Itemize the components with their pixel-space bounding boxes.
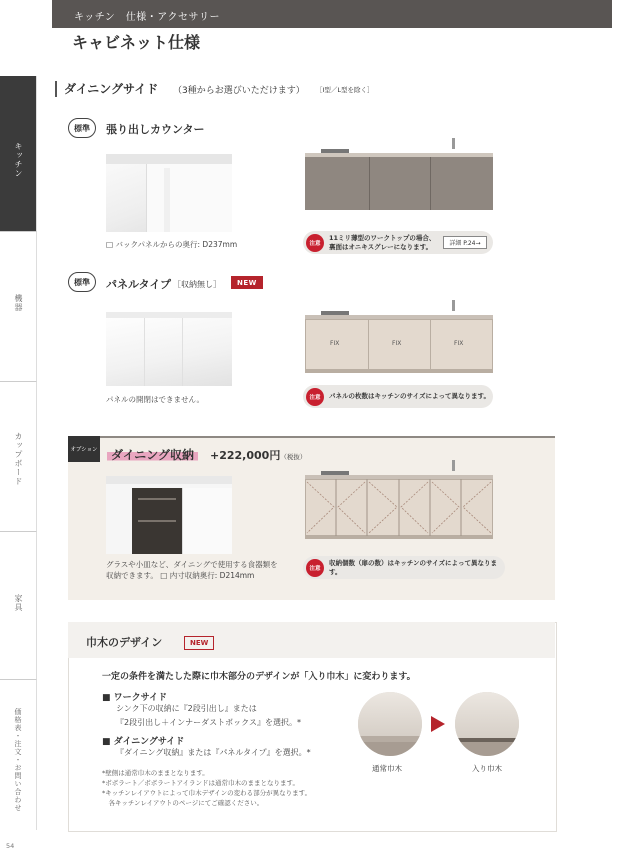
page-title: キャビネット仕様	[72, 33, 201, 52]
side-tab-label: キッチン	[14, 142, 23, 178]
plinth	[305, 536, 493, 539]
option-price: +222,000円（税抜）	[210, 449, 307, 462]
panel-body	[305, 319, 493, 370]
item-title-suffix: ［収納無し］	[173, 280, 221, 289]
storage-doors	[305, 479, 493, 537]
notice-icon: 注意	[306, 388, 324, 406]
side-tab-kitchen[interactable]	[0, 76, 37, 231]
item-title: 張り出しカウンター	[106, 123, 205, 136]
side-tab-appliances[interactable]	[0, 231, 37, 382]
plinth	[305, 370, 493, 373]
panel-photo	[106, 312, 232, 386]
new-badge: NEW	[184, 636, 214, 650]
breadcrumb-bar	[52, 0, 640, 28]
detail-link[interactable]: 詳細 P.24→	[443, 236, 486, 249]
fix-label: FIX	[330, 340, 340, 347]
notice-icon: 注意	[306, 559, 324, 577]
side-tab-label: 機器	[14, 294, 23, 312]
item-caption: □ バックパネルからの奥行: D237mm	[106, 240, 238, 249]
arrow-right-icon	[431, 716, 445, 732]
dining-side-title: ■ ダイニングサイド	[102, 737, 185, 747]
standard-badge: 標準	[68, 272, 96, 292]
page-margin	[612, 0, 640, 855]
side-tab-label: 価格表・注文・お問い合わせ	[14, 708, 22, 812]
option-title: ダイニング収納	[107, 446, 198, 463]
item-title: パネルタイプ	[106, 278, 172, 291]
dining-side-text: 『ダイニング収納』または『パネルタイプ』を選択。*	[116, 748, 311, 757]
cabinet-body	[305, 157, 493, 210]
new-badge: NEW	[231, 276, 263, 289]
option-caption: グラスや小皿など、ダイニングで使用する食器類を 収納できます。 □ 内寸収納奥行: D214mm	[106, 560, 278, 580]
side-tab-cupboard[interactable]	[0, 381, 37, 532]
page-number: 54	[6, 842, 15, 850]
recessed-baseboard-label: 入り巾木	[472, 764, 502, 773]
storage-illustration	[305, 462, 493, 542]
fix-label: FIX	[392, 340, 402, 347]
standard-baseboard-label: 通常巾木	[372, 764, 402, 773]
counter-photo	[106, 154, 232, 232]
work-side-text: シンク下の収納に『2段引出し』または 『2段引出し＋インナーダストボックス』を選択。*	[116, 704, 302, 727]
notice-icon: 注意	[306, 234, 324, 252]
notice-text: 収納個数（扉の数）はキッチンのサイズによって異なります。	[329, 558, 498, 576]
breadcrumb: キッチン 仕様・アクセサリー	[74, 12, 220, 23]
design-notes: *壁側は通常巾木のままとなります。 *ボボラート／ボボラートアイランドは通常巾木のままとなります。 *キッチンレイアウトによって巾木デザインの変わる部分が異なります。 各キッチンレイアウトのページにてご確認ください。	[102, 769, 312, 807]
side-tab-price[interactable]	[0, 679, 37, 830]
panel-illustration	[305, 302, 493, 374]
notice-pill	[303, 556, 505, 579]
section-subtitle: （3種からお選びいただけます）	[173, 86, 305, 96]
option-tag: オプション	[68, 436, 100, 462]
storage-photo	[106, 476, 232, 554]
option-top-rule	[68, 436, 555, 438]
design-lead: 一定の条件を満たした際に巾木部分のデザインが「入り巾木」に変わります。	[102, 672, 416, 682]
side-tab-label: 家具	[14, 594, 23, 612]
notice-pill	[303, 231, 493, 254]
standard-baseboard-image	[358, 692, 422, 756]
faucet-icon	[452, 300, 455, 311]
recessed-baseboard-image	[455, 692, 519, 756]
design-title: 巾木のデザイン	[86, 636, 163, 649]
notice-pill	[303, 385, 493, 408]
fix-label: FIX	[454, 340, 464, 347]
notice-text: パネルの枚数はキッチンのサイズによって異なります。	[329, 392, 491, 400]
section-title: ダイニングサイド	[64, 82, 159, 96]
side-tab-label: カップボード	[14, 432, 23, 486]
section-note: ［I型／L型を除く］	[316, 86, 374, 94]
section-marker	[55, 81, 57, 97]
side-tab-furniture[interactable]	[0, 531, 37, 680]
item-caption: パネルの開閉はできません。	[106, 395, 204, 404]
standard-badge: 標準	[68, 118, 96, 138]
notice-text: 11ミリ薄型のワークトップの場合、 裏面はオニキスグレーになります。	[329, 233, 436, 251]
faucet-icon	[452, 138, 455, 149]
work-side-title: ■ ワークサイド	[102, 693, 168, 703]
counter-illustration	[305, 146, 493, 214]
faucet-icon	[452, 460, 455, 471]
